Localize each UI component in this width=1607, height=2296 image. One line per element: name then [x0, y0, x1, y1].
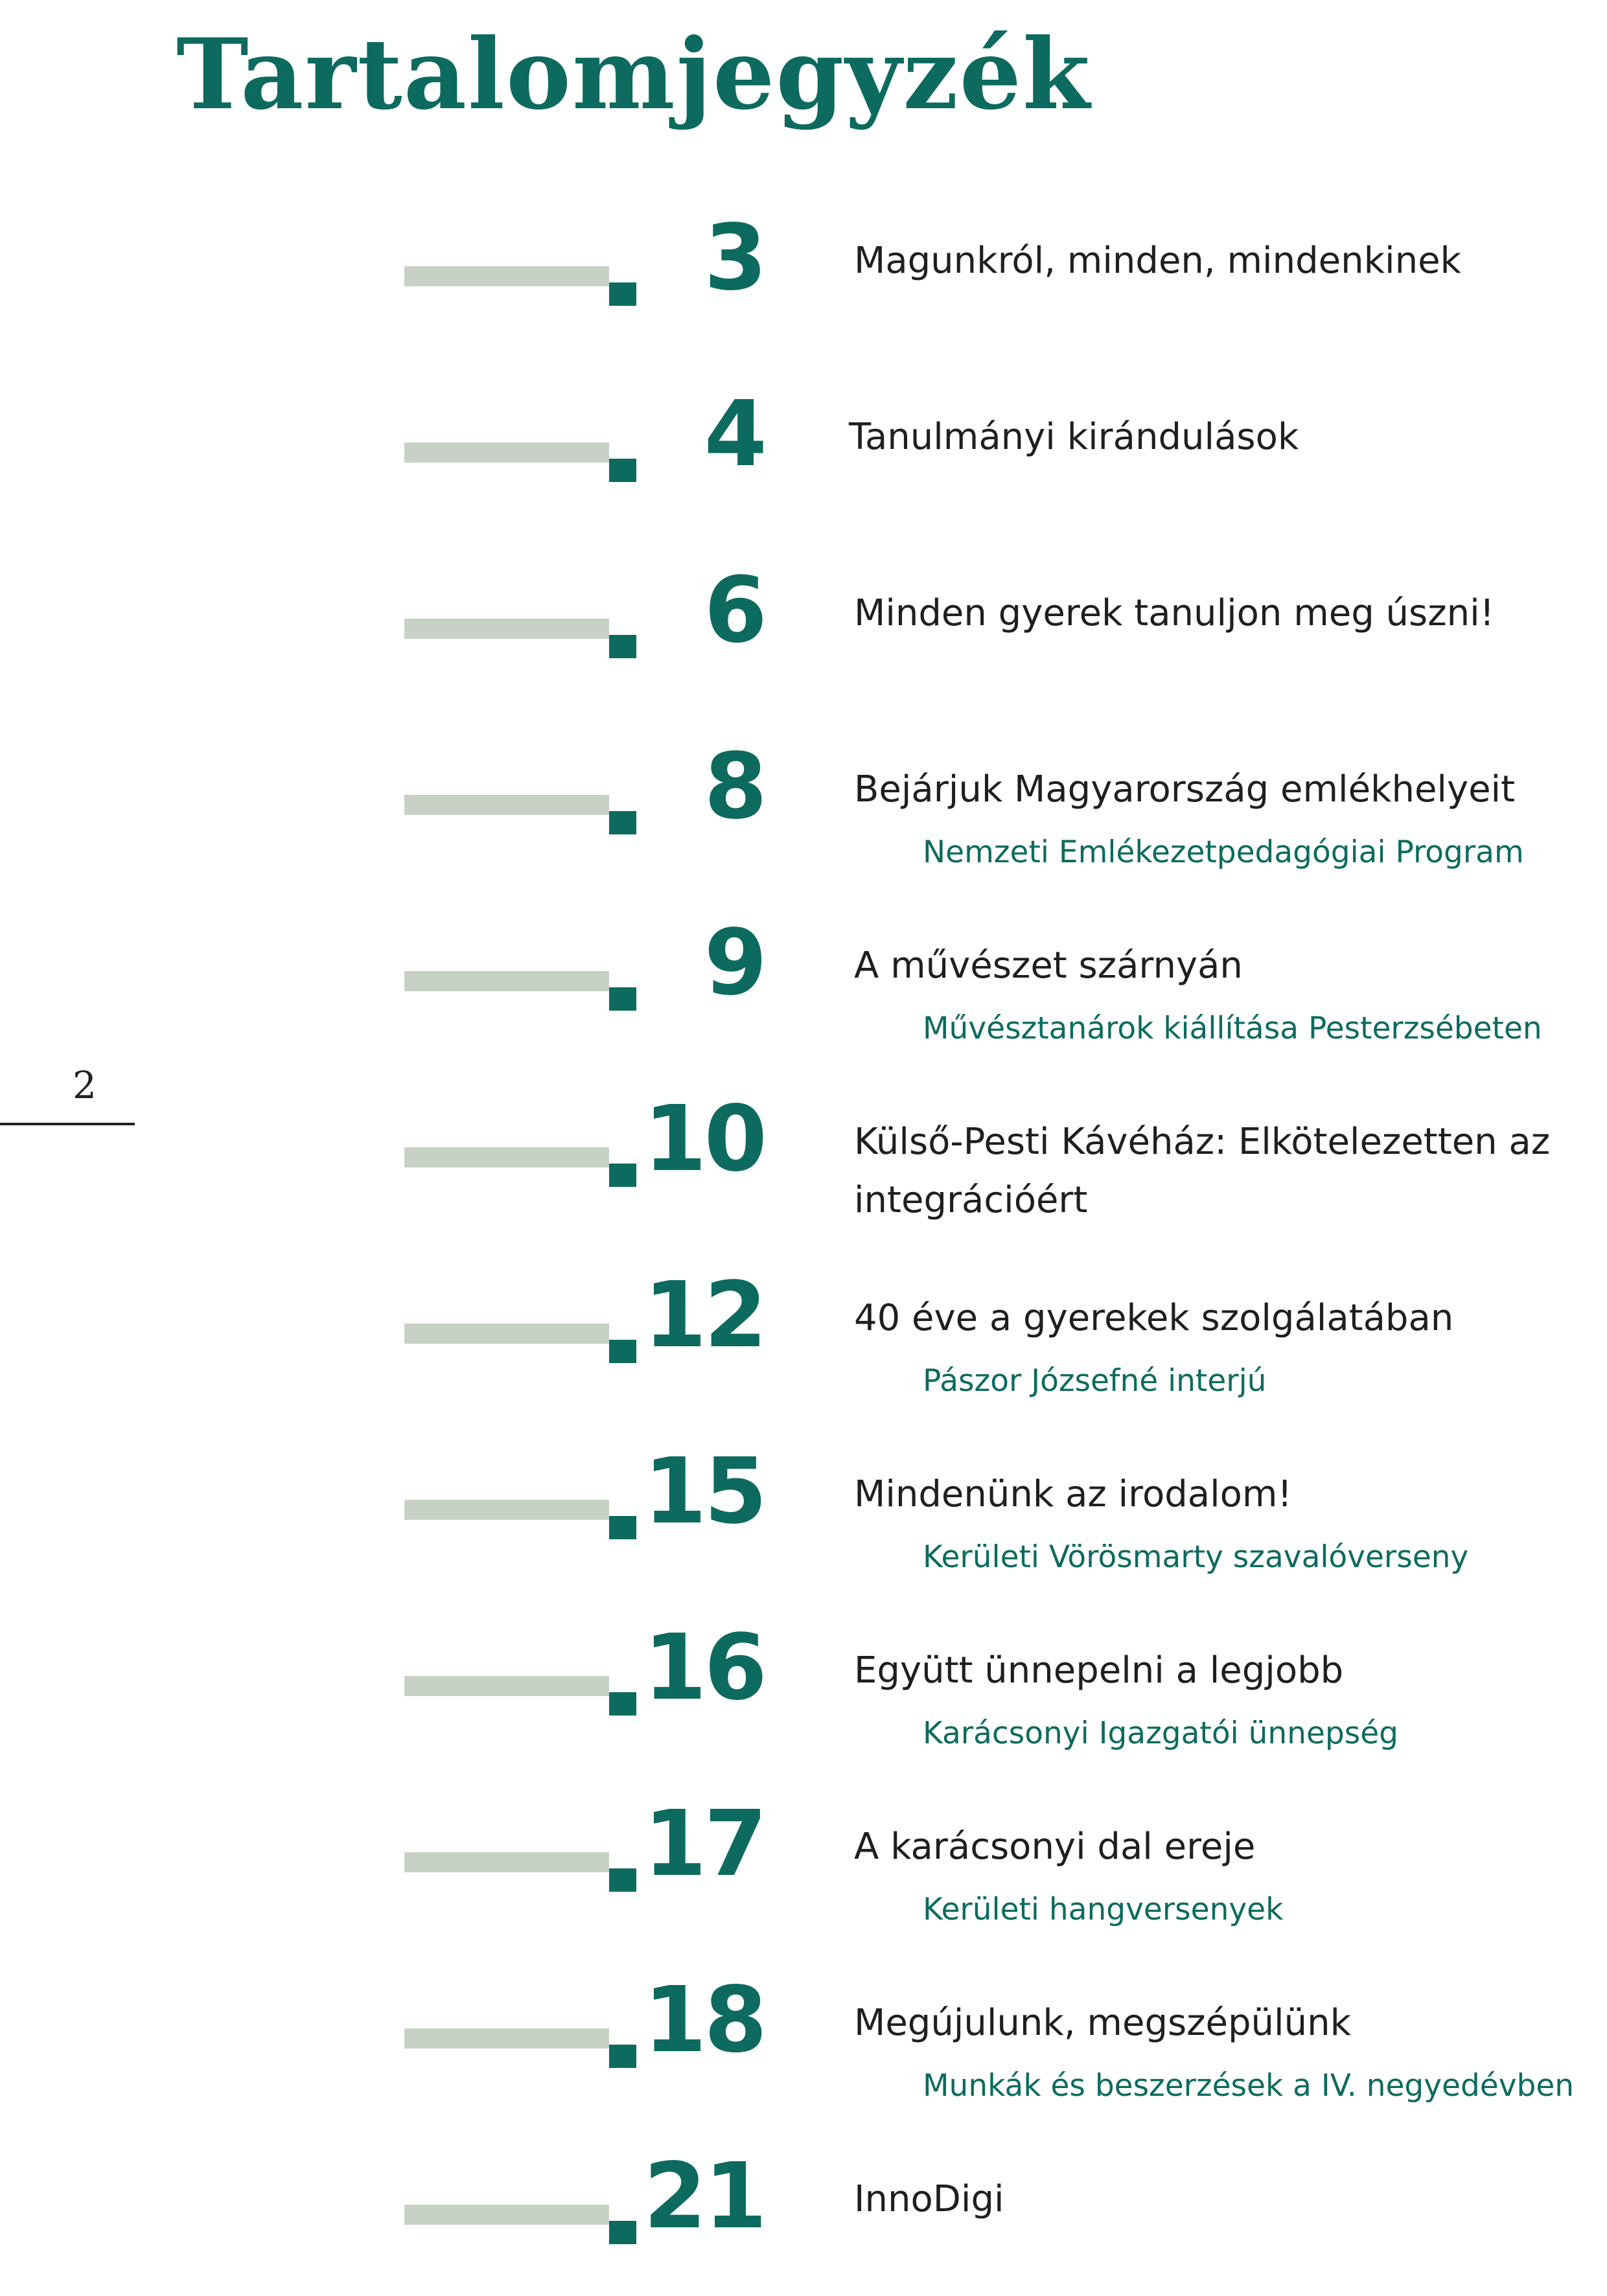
entry-page-number: 15	[643, 1439, 765, 1544]
toc-entry[interactable]	[0, 1615, 1607, 1767]
page-title: Tartalomjegyzék	[176, 17, 1092, 132]
entry-subtitle: Kerületi Vörösmarty szavalóverseny	[923, 1539, 1469, 1575]
entry-page-number: 12	[643, 1263, 765, 1368]
entry-title: Minden gyerek tanuljon meg úszni!	[854, 592, 1495, 634]
entry-page-number: 18	[643, 1968, 765, 2073]
entry-title: Bejárjuk Magyarország emlékhelyeit	[854, 768, 1516, 810]
toc-entry[interactable]	[0, 1263, 1607, 1415]
toc-entry[interactable]	[0, 1086, 1607, 1239]
entry-subtitle: Karácsonyi Igazgatói ünnepség	[923, 1716, 1398, 1751]
entry-page-number: 6	[704, 558, 765, 663]
entry-title: A karácsonyi dal ereje	[854, 1826, 1256, 1868]
toc-entry[interactable]	[0, 2144, 1607, 2296]
entry-subtitle: Kerületi hangversenyek	[923, 1892, 1284, 1927]
entry-title: Magunkról, minden, mindenkinek	[854, 240, 1461, 282]
entry-title: Mindenünk az irodalom!	[854, 1473, 1292, 1515]
entry-page-number: 17	[643, 1791, 765, 1897]
entry-page-number: 9	[704, 910, 765, 1016]
entry-page-number: 4	[704, 382, 765, 487]
entry-title: 40 éve a gyerekek szolgálatában	[854, 1297, 1454, 1339]
toc-entry[interactable]	[0, 734, 1607, 886]
page-number: 2	[73, 1063, 97, 1107]
entry-page-number: 10	[643, 1086, 765, 1192]
toc-entry[interactable]	[0, 558, 1607, 710]
toc-entry[interactable]	[0, 1791, 1607, 1944]
toc-entry[interactable]	[0, 1968, 1607, 2120]
entry-page-number: 3	[704, 205, 765, 311]
toc-entry[interactable]	[0, 205, 1607, 358]
entry-title: Tanulmányi kirándulások	[849, 416, 1299, 458]
entry-page-number: 8	[704, 734, 765, 840]
entry-subtitle: Pászor Józsefné interjú	[923, 1363, 1267, 1399]
toc-entry[interactable]	[0, 1439, 1607, 1591]
entry-title: Megújulunk, megszépülünk	[854, 2002, 1352, 2044]
entry-title: Külső-Pesti Kávéház: Elkötelezetten az integrációért	[854, 1121, 1551, 1221]
toc-entry[interactable]	[0, 382, 1607, 534]
entry-page-number: 16	[643, 1615, 765, 1721]
entry-title: A művészet szárnyán	[854, 945, 1243, 987]
toc-entry[interactable]	[0, 910, 1607, 1062]
entry-title: Együtt ünnepelni a legjobb	[854, 1649, 1344, 1692]
entry-subtitle: Munkák és beszerzések a IV. negyedévben	[923, 2068, 1575, 2104]
entry-title: InnoDigi	[854, 2178, 1004, 2220]
entry-page-number: 21	[643, 2144, 765, 2249]
entry-subtitle: Nemzeti Emlékezetpedagógiai Program	[923, 834, 1524, 870]
entry-subtitle: Művésztanárok kiállítása Pesterzsébeten	[923, 1011, 1542, 1046]
